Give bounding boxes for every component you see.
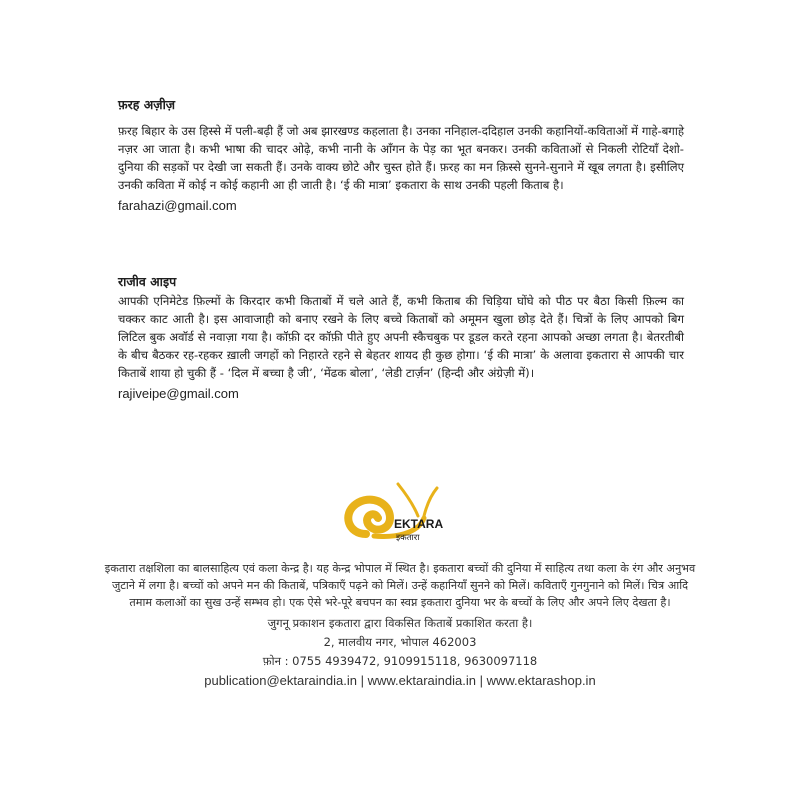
ektara-snail-logo-icon (334, 476, 464, 546)
footer-description: इकतारा तक्षशिला का बालसाहित्य एवं कला केन्द्र है। यह केन्द्र भोपाल में स्थित है। इकतारा बच्चों की दुनिया में साहित्य तथा कला के रंग और अनुभव जुटाने में लगा है। बच्चों को अपने मन की किताबें, पत्रिकाएँ पढ़ने को मिलें। उन्हें कहानियाँ सुनने को मिलें। कविताएँ गुनगुनाने को मिलें। चित्र आदि तमाम कलाओं का सुख उन्हें सम्भव हो। एक ऐसे भरे-पूरे बचपन का स्वप्न इकतारा दुनिया भर के बच्चों के लिए और अपने लिए देखता है। (104, 562, 696, 609)
footer-links[interactable]: publication@ektaraindia.in | www.ektaraindia.in | www.ektarashop.in (204, 673, 596, 688)
illustrator-name-rajiv: राजीव आइप (118, 274, 177, 289)
author-name-farah: फ़रह अज़ीज़ (118, 97, 176, 112)
author-email-farah[interactable]: farahazi@gmail.com (118, 198, 237, 213)
publisher-footer (100, 560, 700, 691)
snail-antenna-left (398, 484, 418, 516)
snail-shell (348, 500, 390, 534)
logo-wordmark-hi: इकतारा (396, 533, 420, 543)
footer-phone: फ़ोन : 0755 4939472, 9109915118, 9630097118 (262, 654, 538, 668)
illustrator-bio-rajiv (118, 273, 684, 404)
footer-publisher-line: जुगनू प्रकाशन इकतारा द्वारा विकसित किताबें प्रकाशित करता है। (267, 616, 533, 630)
illustrator-bio-text-rajiv: आपकी एनिमेटेड फ़िल्मों के किरदार कभी किताबों में चले आते हैं, कभी किताब की चिड़िया घोंघे को पीठ पर बैठा किसी फ़िल्म का चक्कर काट आती है। इस आवाजाही को बनाए रखने के लिए बच्चे किताबों को अमूमन खुला छोड़ देते हैं। चित्रों के लिए आपको बिग लिटिल बुक अवॉर्ड से नवाज़ा गया है। कॉफ़ी दर कॉफ़ी पीते हुए अपनी स्कैचबुक पर डूडल करते रहना आपको अच्छा लगता है। बेतरतीबी के बीच बैठकर रह-रहकर ख़ाली जगहों को निहारते रहने से बेहतर शायद ही कुछ होगा। ‘ई की मात्रा’ के अलावा इकतारा से आपकी चार किताबें शाया हो चुकी हैं - ‘दिल में बच्चा है जी’, ‘मेंढक बोला’, ‘लेडी टार्ज़न’ (हिन्दी और अंग्रेज़ी में)। (118, 294, 684, 380)
author-bio-farah (118, 96, 684, 216)
illustrator-email-rajiv[interactable]: rajiveipe@gmail.com (118, 386, 239, 401)
footer-address: 2, मालवीय नगर, भोपाल 462003 (323, 635, 477, 649)
snail-antenna-right (424, 488, 437, 516)
ektara-logo (334, 476, 464, 546)
author-bio-text-farah: फ़रह बिहार के उस हिस्से में पली-बढ़ी हैं जो अब झारखण्ड कहलाता है। उनका ननिहाल-ददिहाल उनकी कहानियों-कविताओं में गाहे-बगाहे नज़र आ जाता है। कभी भाषा की चादर ओढ़े, कभी नानी के आँगन के पेड़ का भूत बनकर। उनकी कविताओं से निकली रोटियाँ देशो-दुनिया की सड़कों पर देखी जा सकती हैं। उनके वाक्य छोटे और चुस्त होते हैं। फ़रह का मन क़िस्से सुनने-सुनाने में खूब लगता है। इसीलिए उनकी कविता में कोई न कोई कहानी आ ही जाती है। ‘ई की मात्रा’ इकतारा के साथ उनकी पहली किताब है। (118, 124, 684, 192)
logo-wordmark-en: EKTARA (394, 517, 444, 531)
